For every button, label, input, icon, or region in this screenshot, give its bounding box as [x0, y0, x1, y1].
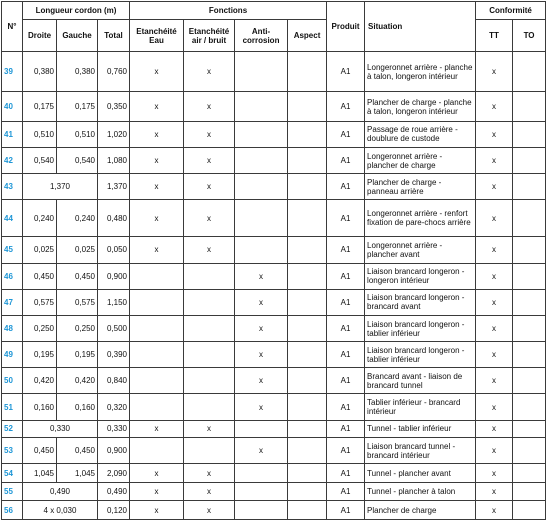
situation-cell: Plancher de charge - panneau arrière	[365, 174, 476, 200]
situation-cell: Longeronnet arrière - planche à talon, longeron intérieur	[365, 52, 476, 92]
length-total-cell: 1,020	[98, 121, 130, 147]
table-row	[2, 420, 546, 437]
etancheite-air-cell	[184, 315, 235, 341]
conformite-tt-cell: x	[476, 438, 513, 464]
length-total-cell: 0,500	[98, 315, 130, 341]
header-to: TO	[513, 20, 546, 52]
anti-corrosion-cell	[235, 174, 288, 200]
header-aspect: Aspect	[288, 20, 327, 52]
conformite-to-cell	[513, 482, 546, 501]
table-row	[2, 147, 546, 173]
conformite-to-cell	[513, 464, 546, 483]
anti-corrosion-cell	[235, 92, 288, 121]
length-droite-cell: 0,380	[23, 52, 57, 92]
conformite-to-cell	[513, 438, 546, 464]
conformite-to-cell	[513, 92, 546, 121]
length-total-cell: 0,120	[98, 501, 130, 520]
row-number: 48	[2, 315, 23, 341]
aspect-cell	[288, 92, 327, 121]
length-gauche-cell: 0,450	[57, 263, 98, 289]
conformite-to-cell	[513, 121, 546, 147]
length-combined-cell: 4 x 0,030	[23, 501, 98, 520]
aspect-cell	[288, 420, 327, 437]
etancheite-air-cell: x	[184, 200, 235, 237]
etancheite-eau-cell: x	[130, 464, 184, 483]
anti-corrosion-cell: x	[235, 342, 288, 368]
etancheite-air-cell: x	[184, 174, 235, 200]
etancheite-eau-cell	[130, 368, 184, 394]
anti-corrosion-cell	[235, 121, 288, 147]
etancheite-air-cell	[184, 368, 235, 394]
aspect-cell	[288, 289, 327, 315]
length-total-cell: 0,760	[98, 52, 130, 92]
table-body	[2, 52, 546, 520]
length-total-cell: 0,490	[98, 482, 130, 501]
length-droite-cell: 0,575	[23, 289, 57, 315]
aspect-cell	[288, 464, 327, 483]
length-gauche-cell: 0,195	[57, 342, 98, 368]
table-row	[2, 174, 546, 200]
header-anti-corrosion: Anti-corrosion	[235, 20, 288, 52]
length-gauche-cell: 0,510	[57, 121, 98, 147]
length-gauche-cell: 0,540	[57, 147, 98, 173]
header-etancheite-air: Etanchéité air / bruit	[184, 20, 235, 52]
length-droite-cell: 0,240	[23, 200, 57, 237]
header-total: Total	[98, 20, 130, 52]
conformite-to-cell	[513, 263, 546, 289]
etancheite-eau-cell	[130, 342, 184, 368]
produit-cell: A1	[327, 263, 365, 289]
situation-cell: Longeronnet arrière - renfort fixation de pare-chocs arrière	[365, 200, 476, 237]
etancheite-eau-cell: x	[130, 200, 184, 237]
produit-cell: A1	[327, 200, 365, 237]
conformite-tt-cell: x	[476, 174, 513, 200]
length-droite-cell: 0,450	[23, 263, 57, 289]
header-longueur-cordon: Longueur cordon (m)	[23, 2, 130, 20]
length-droite-cell: 1,045	[23, 464, 57, 483]
conformite-tt-cell: x	[476, 315, 513, 341]
length-droite-cell: 0,420	[23, 368, 57, 394]
aspect-cell	[288, 342, 327, 368]
anti-corrosion-cell: x	[235, 315, 288, 341]
etancheite-air-cell: x	[184, 482, 235, 501]
table-row	[2, 368, 546, 394]
length-droite-cell: 0,540	[23, 147, 57, 173]
etancheite-eau-cell: x	[130, 121, 184, 147]
situation-cell: Plancher de charge - planche à talon, longeron intérieur	[365, 92, 476, 121]
header-fonctions: Fonctions	[130, 2, 327, 20]
produit-cell: A1	[327, 174, 365, 200]
length-droite-cell: 0,250	[23, 315, 57, 341]
situation-cell: Longeronnet arrière - plancher avant	[365, 237, 476, 263]
situation-cell: Tablier inférieur - brancard intérieur	[365, 394, 476, 420]
row-number: 39	[2, 52, 23, 92]
table-row	[2, 501, 546, 520]
length-total-cell: 0,350	[98, 92, 130, 121]
produit-cell: A1	[327, 438, 365, 464]
conformite-tt-cell: x	[476, 464, 513, 483]
situation-cell: Liaison brancard longeron - tablier inférieur	[365, 315, 476, 341]
row-number: 47	[2, 289, 23, 315]
header-conformite: Conformité	[476, 2, 546, 20]
row-number: 56	[2, 501, 23, 520]
etancheite-air-cell	[184, 263, 235, 289]
length-gauche-cell: 0,175	[57, 92, 98, 121]
conformite-tt-cell: x	[476, 289, 513, 315]
etancheite-eau-cell: x	[130, 237, 184, 263]
conformite-to-cell	[513, 52, 546, 92]
aspect-cell	[288, 52, 327, 92]
length-gauche-cell: 1,045	[57, 464, 98, 483]
row-number: 46	[2, 263, 23, 289]
situation-cell: Tunnel - tablier inférieur	[365, 420, 476, 437]
etancheite-air-cell	[184, 438, 235, 464]
header-droite: Droite	[23, 20, 57, 52]
conformite-tt-cell: x	[476, 501, 513, 520]
row-number: 41	[2, 121, 23, 147]
length-total-cell: 0,050	[98, 237, 130, 263]
conformite-to-cell	[513, 394, 546, 420]
aspect-cell	[288, 237, 327, 263]
anti-corrosion-cell: x	[235, 289, 288, 315]
header-tt: TT	[476, 20, 513, 52]
length-droite-cell: 0,195	[23, 342, 57, 368]
conformite-to-cell	[513, 501, 546, 520]
length-total-cell: 1,370	[98, 174, 130, 200]
aspect-cell	[288, 174, 327, 200]
etancheite-eau-cell: x	[130, 92, 184, 121]
row-number: 40	[2, 92, 23, 121]
length-combined-cell: 0,330	[23, 420, 98, 437]
situation-cell: Liaison brancard longeron - longeron intérieur	[365, 263, 476, 289]
table-row	[2, 92, 546, 121]
length-combined-cell: 1,370	[23, 174, 98, 200]
etancheite-air-cell	[184, 342, 235, 368]
etancheite-eau-cell	[130, 394, 184, 420]
produit-cell: A1	[327, 237, 365, 263]
conformite-tt-cell: x	[476, 368, 513, 394]
produit-cell: A1	[327, 342, 365, 368]
conformite-tt-cell: x	[476, 420, 513, 437]
length-gauche-cell: 0,420	[57, 368, 98, 394]
conformite-tt-cell: x	[476, 147, 513, 173]
situation-cell: Liaison brancard longeron - tablier inférieur	[365, 342, 476, 368]
row-number: 42	[2, 147, 23, 173]
etancheite-eau-cell: x	[130, 420, 184, 437]
etancheite-eau-cell	[130, 438, 184, 464]
produit-cell: A1	[327, 121, 365, 147]
aspect-cell	[288, 263, 327, 289]
etancheite-air-cell: x	[184, 420, 235, 437]
etancheite-air-cell: x	[184, 501, 235, 520]
etancheite-air-cell: x	[184, 237, 235, 263]
conformite-tt-cell: x	[476, 482, 513, 501]
situation-cell: Brancard avant - liaison de brancard tunnel	[365, 368, 476, 394]
conformite-to-cell	[513, 237, 546, 263]
produit-cell: A1	[327, 420, 365, 437]
table-row	[2, 121, 546, 147]
table-row	[2, 237, 546, 263]
produit-cell: A1	[327, 52, 365, 92]
etancheite-air-cell	[184, 289, 235, 315]
conformite-tt-cell: x	[476, 92, 513, 121]
etancheite-air-cell: x	[184, 92, 235, 121]
length-gauche-cell: 0,025	[57, 237, 98, 263]
length-combined-cell: 0,490	[23, 482, 98, 501]
header-row-groups	[2, 2, 546, 20]
etancheite-eau-cell: x	[130, 147, 184, 173]
anti-corrosion-cell: x	[235, 438, 288, 464]
aspect-cell	[288, 200, 327, 237]
length-gauche-cell: 0,250	[57, 315, 98, 341]
length-total-cell: 0,840	[98, 368, 130, 394]
table-row	[2, 289, 546, 315]
length-total-cell: 0,390	[98, 342, 130, 368]
conformite-tt-cell: x	[476, 263, 513, 289]
etancheite-eau-cell	[130, 289, 184, 315]
conformite-tt-cell: x	[476, 394, 513, 420]
conformite-to-cell	[513, 174, 546, 200]
aspect-cell	[288, 368, 327, 394]
row-number: 53	[2, 438, 23, 464]
conformite-tt-cell: x	[476, 237, 513, 263]
situation-cell: Tunnel - plancher à talon	[365, 482, 476, 501]
length-droite-cell: 0,160	[23, 394, 57, 420]
situation-cell: Liaison brancard tunnel - brancard intérieur	[365, 438, 476, 464]
etancheite-eau-cell: x	[130, 174, 184, 200]
length-gauche-cell: 0,450	[57, 438, 98, 464]
anti-corrosion-cell	[235, 200, 288, 237]
situation-cell: Liaison brancard longeron - brancard avant	[365, 289, 476, 315]
conformite-to-cell	[513, 420, 546, 437]
length-gauche-cell: 0,240	[57, 200, 98, 237]
produit-cell: A1	[327, 501, 365, 520]
produit-cell: A1	[327, 147, 365, 173]
aspect-cell	[288, 394, 327, 420]
aspect-cell	[288, 482, 327, 501]
table-row	[2, 438, 546, 464]
produit-cell: A1	[327, 464, 365, 483]
header-situation: Situation	[365, 2, 476, 52]
produit-cell: A1	[327, 482, 365, 501]
length-gauche-cell: 0,160	[57, 394, 98, 420]
conformite-to-cell	[513, 289, 546, 315]
length-total-cell: 0,330	[98, 420, 130, 437]
conformite-tt-cell: x	[476, 342, 513, 368]
situation-cell: Passage de roue arrière - doublure de custode	[365, 121, 476, 147]
row-number: 52	[2, 420, 23, 437]
etancheite-eau-cell: x	[130, 482, 184, 501]
anti-corrosion-cell	[235, 482, 288, 501]
etancheite-air-cell	[184, 394, 235, 420]
header-produit: Produit	[327, 2, 365, 52]
aspect-cell	[288, 501, 327, 520]
row-number: 54	[2, 464, 23, 483]
header-gauche: Gauche	[57, 20, 98, 52]
conformite-tt-cell: x	[476, 200, 513, 237]
produit-cell: A1	[327, 315, 365, 341]
length-total-cell: 0,480	[98, 200, 130, 237]
anti-corrosion-cell	[235, 237, 288, 263]
aspect-cell	[288, 315, 327, 341]
row-number: 45	[2, 237, 23, 263]
situation-cell: Longeronnet arrière - plancher de charge	[365, 147, 476, 173]
etancheite-air-cell: x	[184, 147, 235, 173]
length-gauche-cell: 0,575	[57, 289, 98, 315]
etancheite-eau-cell	[130, 315, 184, 341]
situation-cell: Tunnel - plancher avant	[365, 464, 476, 483]
etancheite-air-cell: x	[184, 52, 235, 92]
length-total-cell: 1,150	[98, 289, 130, 315]
header-etancheite-eau: Etanchéité Eau	[130, 20, 184, 52]
anti-corrosion-cell	[235, 501, 288, 520]
table-row	[2, 482, 546, 501]
sealant-bead-table	[1, 1, 546, 520]
produit-cell: A1	[327, 289, 365, 315]
header-num: N°	[2, 2, 23, 52]
anti-corrosion-cell	[235, 464, 288, 483]
conformite-to-cell	[513, 200, 546, 237]
table-row	[2, 464, 546, 483]
conformite-to-cell	[513, 315, 546, 341]
anti-corrosion-cell: x	[235, 368, 288, 394]
row-number: 50	[2, 368, 23, 394]
length-droite-cell: 0,175	[23, 92, 57, 121]
anti-corrosion-cell: x	[235, 263, 288, 289]
conformite-to-cell	[513, 368, 546, 394]
etancheite-eau-cell: x	[130, 52, 184, 92]
length-total-cell: 1,080	[98, 147, 130, 173]
anti-corrosion-cell: x	[235, 394, 288, 420]
etancheite-eau-cell: x	[130, 501, 184, 520]
conformite-to-cell	[513, 147, 546, 173]
row-number: 43	[2, 174, 23, 200]
produit-cell: A1	[327, 394, 365, 420]
etancheite-air-cell: x	[184, 121, 235, 147]
row-number: 55	[2, 482, 23, 501]
length-droite-cell: 0,450	[23, 438, 57, 464]
aspect-cell	[288, 121, 327, 147]
row-number: 49	[2, 342, 23, 368]
produit-cell: A1	[327, 92, 365, 121]
anti-corrosion-cell	[235, 52, 288, 92]
etancheite-air-cell: x	[184, 464, 235, 483]
row-number: 51	[2, 394, 23, 420]
length-total-cell: 0,900	[98, 438, 130, 464]
table-row	[2, 52, 546, 92]
table-row	[2, 394, 546, 420]
row-number: 44	[2, 200, 23, 237]
table-row	[2, 342, 546, 368]
produit-cell: A1	[327, 368, 365, 394]
length-droite-cell: 0,510	[23, 121, 57, 147]
anti-corrosion-cell	[235, 147, 288, 173]
table-row	[2, 263, 546, 289]
aspect-cell	[288, 438, 327, 464]
length-total-cell: 2,090	[98, 464, 130, 483]
situation-cell: Plancher de charge	[365, 501, 476, 520]
table-row	[2, 200, 546, 237]
conformite-to-cell	[513, 342, 546, 368]
length-total-cell: 0,900	[98, 263, 130, 289]
conformite-tt-cell: x	[476, 121, 513, 147]
length-total-cell: 0,320	[98, 394, 130, 420]
length-gauche-cell: 0,380	[57, 52, 98, 92]
etancheite-eau-cell	[130, 263, 184, 289]
anti-corrosion-cell	[235, 420, 288, 437]
length-droite-cell: 0,025	[23, 237, 57, 263]
table-row	[2, 315, 546, 341]
aspect-cell	[288, 147, 327, 173]
conformite-tt-cell: x	[476, 52, 513, 92]
